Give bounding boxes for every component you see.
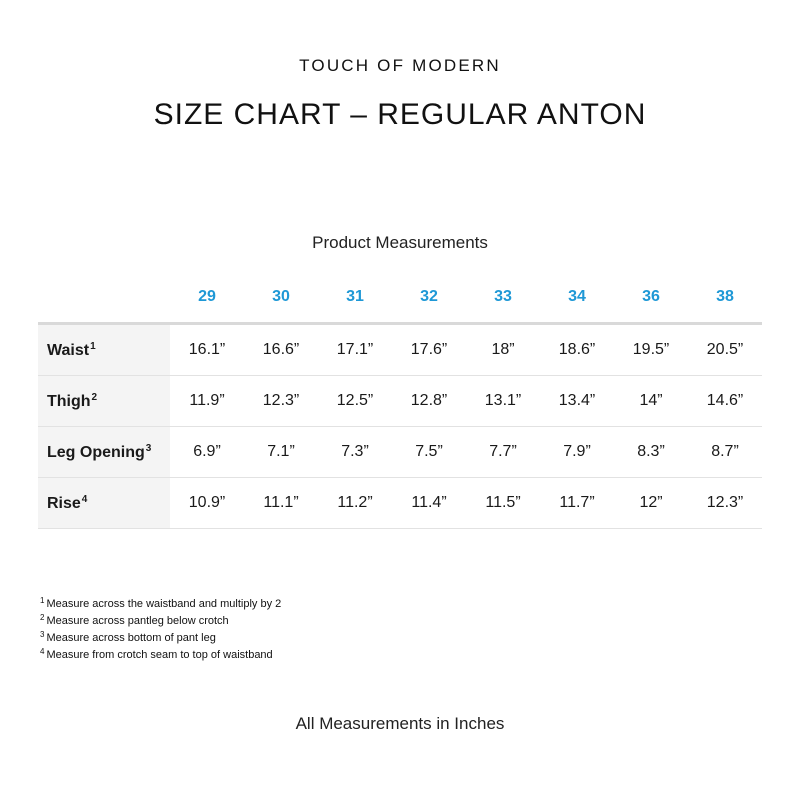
table-cell: 12.8” xyxy=(392,376,466,427)
row-label xyxy=(38,427,170,478)
table-cell: 12” xyxy=(614,478,688,529)
table-cell: 14.6” xyxy=(688,376,762,427)
size-header: 30 xyxy=(244,272,318,324)
table-cell: 19.5” xyxy=(614,324,688,376)
footnote-marker: 1 xyxy=(90,340,96,352)
footnote-number: 1 xyxy=(40,596,45,605)
table-cell: 11.5” xyxy=(466,478,540,529)
table-cell: 7.9” xyxy=(540,427,614,478)
footnote-number: 4 xyxy=(40,647,45,656)
footnote-item xyxy=(40,645,281,662)
table-cell: 14” xyxy=(614,376,688,427)
size-header: 33 xyxy=(466,272,540,324)
row-label xyxy=(38,376,170,427)
table-cell: 12.5” xyxy=(318,376,392,427)
table-cell: 7.1” xyxy=(244,427,318,478)
row-label-text: Rise xyxy=(47,494,81,512)
footnote-item xyxy=(40,611,281,628)
table-cell: 17.1” xyxy=(318,324,392,376)
table-cell: 17.6” xyxy=(392,324,466,376)
table-cell: 13.1” xyxy=(466,376,540,427)
footnote-item xyxy=(40,628,281,645)
footnote-marker: 4 xyxy=(81,493,88,505)
table-row-thigh xyxy=(38,376,762,427)
table-cell: 7.5” xyxy=(392,427,466,478)
table-cell: 20.5” xyxy=(688,324,762,376)
size-header-row xyxy=(38,272,762,324)
footnote-marker: 3 xyxy=(145,442,152,454)
footnote-text: Measure across pantleg below crotch xyxy=(46,615,229,627)
table-cell: 12.3” xyxy=(688,478,762,529)
size-header: 29 xyxy=(170,272,244,324)
table-cell: 8.3” xyxy=(614,427,688,478)
table-cell: 11.1” xyxy=(244,478,318,529)
page-title: SIZE CHART – REGULAR ANTON xyxy=(153,98,647,131)
table-cell: 6.9” xyxy=(170,427,244,478)
footnote-text: Measure from crotch seam to top of waistband xyxy=(46,649,273,661)
size-header: 32 xyxy=(392,272,466,324)
table-cell: 7.3” xyxy=(318,427,392,478)
footnotes xyxy=(40,594,281,662)
table-row-rise xyxy=(38,478,762,529)
table-cell: 18” xyxy=(466,324,540,376)
footnote-number: 2 xyxy=(40,613,45,622)
units-note: All Measurements in Inches xyxy=(295,714,505,733)
row-label xyxy=(38,478,170,529)
table-cell: 11.2” xyxy=(318,478,392,529)
size-header: 36 xyxy=(614,272,688,324)
footnote-marker: 2 xyxy=(91,391,98,403)
table-cell: 8.7” xyxy=(688,427,762,478)
table-cell: 13.4” xyxy=(540,376,614,427)
table-row-leg-opening xyxy=(38,427,762,478)
table-cell: 11.4” xyxy=(392,478,466,529)
row-label-text: Thigh xyxy=(47,392,91,410)
footnote-text: Measure across bottom of pant leg xyxy=(46,632,216,644)
table-row-waist xyxy=(38,324,762,376)
footnote-text: Measure across the waistband and multiply by 2 xyxy=(46,598,282,610)
size-chart-table xyxy=(38,272,762,529)
table-caption: Product Measurements xyxy=(312,233,488,252)
table-cell: 12.3” xyxy=(244,376,318,427)
table-cell: 11.7” xyxy=(540,478,614,529)
size-header: 38 xyxy=(688,272,762,324)
footnote-number: 3 xyxy=(40,630,45,639)
brand-logo: TOUCH OF MODERN xyxy=(299,56,501,75)
table-cell: 10.9” xyxy=(170,478,244,529)
row-label xyxy=(38,324,170,376)
table-cell: 11.9” xyxy=(170,376,244,427)
row-label-text: Leg Opening xyxy=(47,443,145,461)
size-header: 31 xyxy=(318,272,392,324)
header-corner xyxy=(38,272,170,324)
table-cell: 7.7” xyxy=(466,427,540,478)
footnote-item xyxy=(40,594,281,611)
table-cell: 16.1” xyxy=(170,324,244,376)
row-label-text: Waist xyxy=(47,341,90,359)
table-cell: 18.6” xyxy=(540,324,614,376)
table-cell: 16.6” xyxy=(244,324,318,376)
size-header: 34 xyxy=(540,272,614,324)
